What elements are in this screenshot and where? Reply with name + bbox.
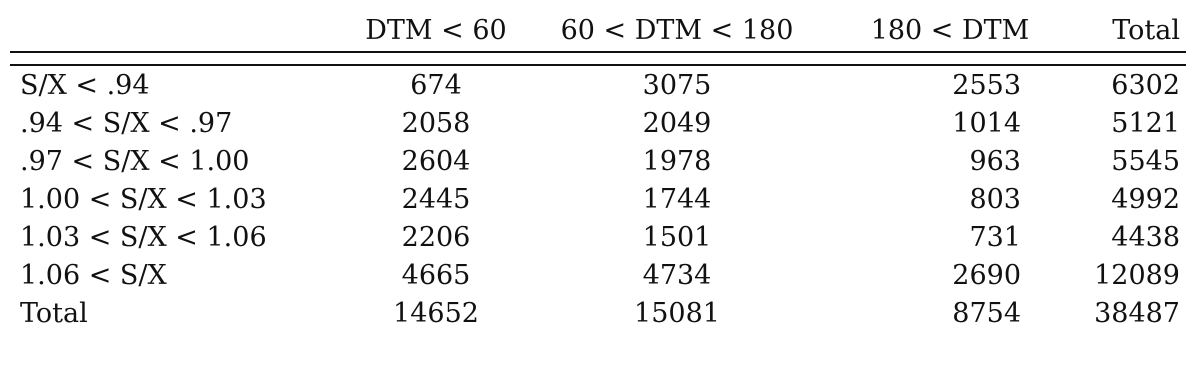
header-cell-dtm-lt-60: DTM < 60: [365, 14, 507, 46]
table-row: [10, 142, 1186, 180]
table-cell: 731: [969, 221, 1021, 253]
table-cell: 14652: [393, 297, 479, 329]
total-row: [10, 294, 1186, 332]
table-row: [10, 65, 1186, 104]
table-row: [10, 218, 1186, 256]
header-cell-dtm-60-180: 60 < DTM < 180: [560, 14, 794, 46]
data-table-container: [10, 0, 1186, 332]
double-rule-line: [10, 52, 1186, 65]
table-cell: 3075: [642, 69, 712, 101]
table-body: [10, 52, 1186, 332]
header-cell-corner: [10, 0, 349, 52]
header-row: [10, 0, 1186, 52]
table-cell: 15081: [634, 297, 720, 329]
table-cell: 38487: [1094, 297, 1180, 329]
row-label: Total: [20, 297, 88, 329]
table-cell: 1978: [642, 145, 712, 177]
row-label: .94 < S/X < .97: [20, 107, 233, 139]
table-cell: 4992: [1111, 183, 1180, 215]
table-cell: 674: [410, 69, 462, 101]
table-cell: 803: [969, 183, 1021, 215]
table-header: [10, 0, 1186, 52]
table-cell: 2445: [401, 183, 471, 215]
table-cell: 5545: [1111, 145, 1180, 177]
table-cell: 2049: [642, 107, 712, 139]
table-cell: 2553: [952, 69, 1021, 101]
table-cell: 8754: [952, 297, 1021, 329]
header-cell-total: Total: [1112, 14, 1180, 46]
table-cell: 2690: [952, 259, 1021, 291]
table-cell: 1744: [642, 183, 712, 215]
row-label: 1.06 < S/X: [20, 259, 167, 291]
row-label: S/X < .94: [20, 69, 150, 101]
row-label: .97 < S/X < 1.00: [20, 145, 250, 177]
table-cell: 4438: [1111, 221, 1180, 253]
table-row: [10, 256, 1186, 294]
table-row: [10, 180, 1186, 218]
table-cell: 2604: [401, 145, 471, 177]
header-rule: [10, 52, 1186, 65]
table-cell: 963: [969, 145, 1021, 177]
header-cell-dtm-gt-180: 180 < DTM: [870, 14, 1030, 46]
table-cell: 4665: [401, 259, 471, 291]
row-label: 1.03 < S/X < 1.06: [20, 221, 267, 253]
row-label: 1.00 < S/X < 1.03: [20, 183, 267, 215]
table-cell: 2206: [401, 221, 471, 253]
table-row: [10, 104, 1186, 142]
table-cell: 12089: [1094, 259, 1180, 291]
table-cell: 6302: [1111, 69, 1180, 101]
table-cell: 5121: [1111, 107, 1180, 139]
table-cell: 1014: [952, 107, 1021, 139]
data-table: [10, 0, 1186, 332]
table-cell: 1501: [642, 221, 712, 253]
table-cell: 2058: [401, 107, 471, 139]
table-cell: 4734: [642, 259, 712, 291]
